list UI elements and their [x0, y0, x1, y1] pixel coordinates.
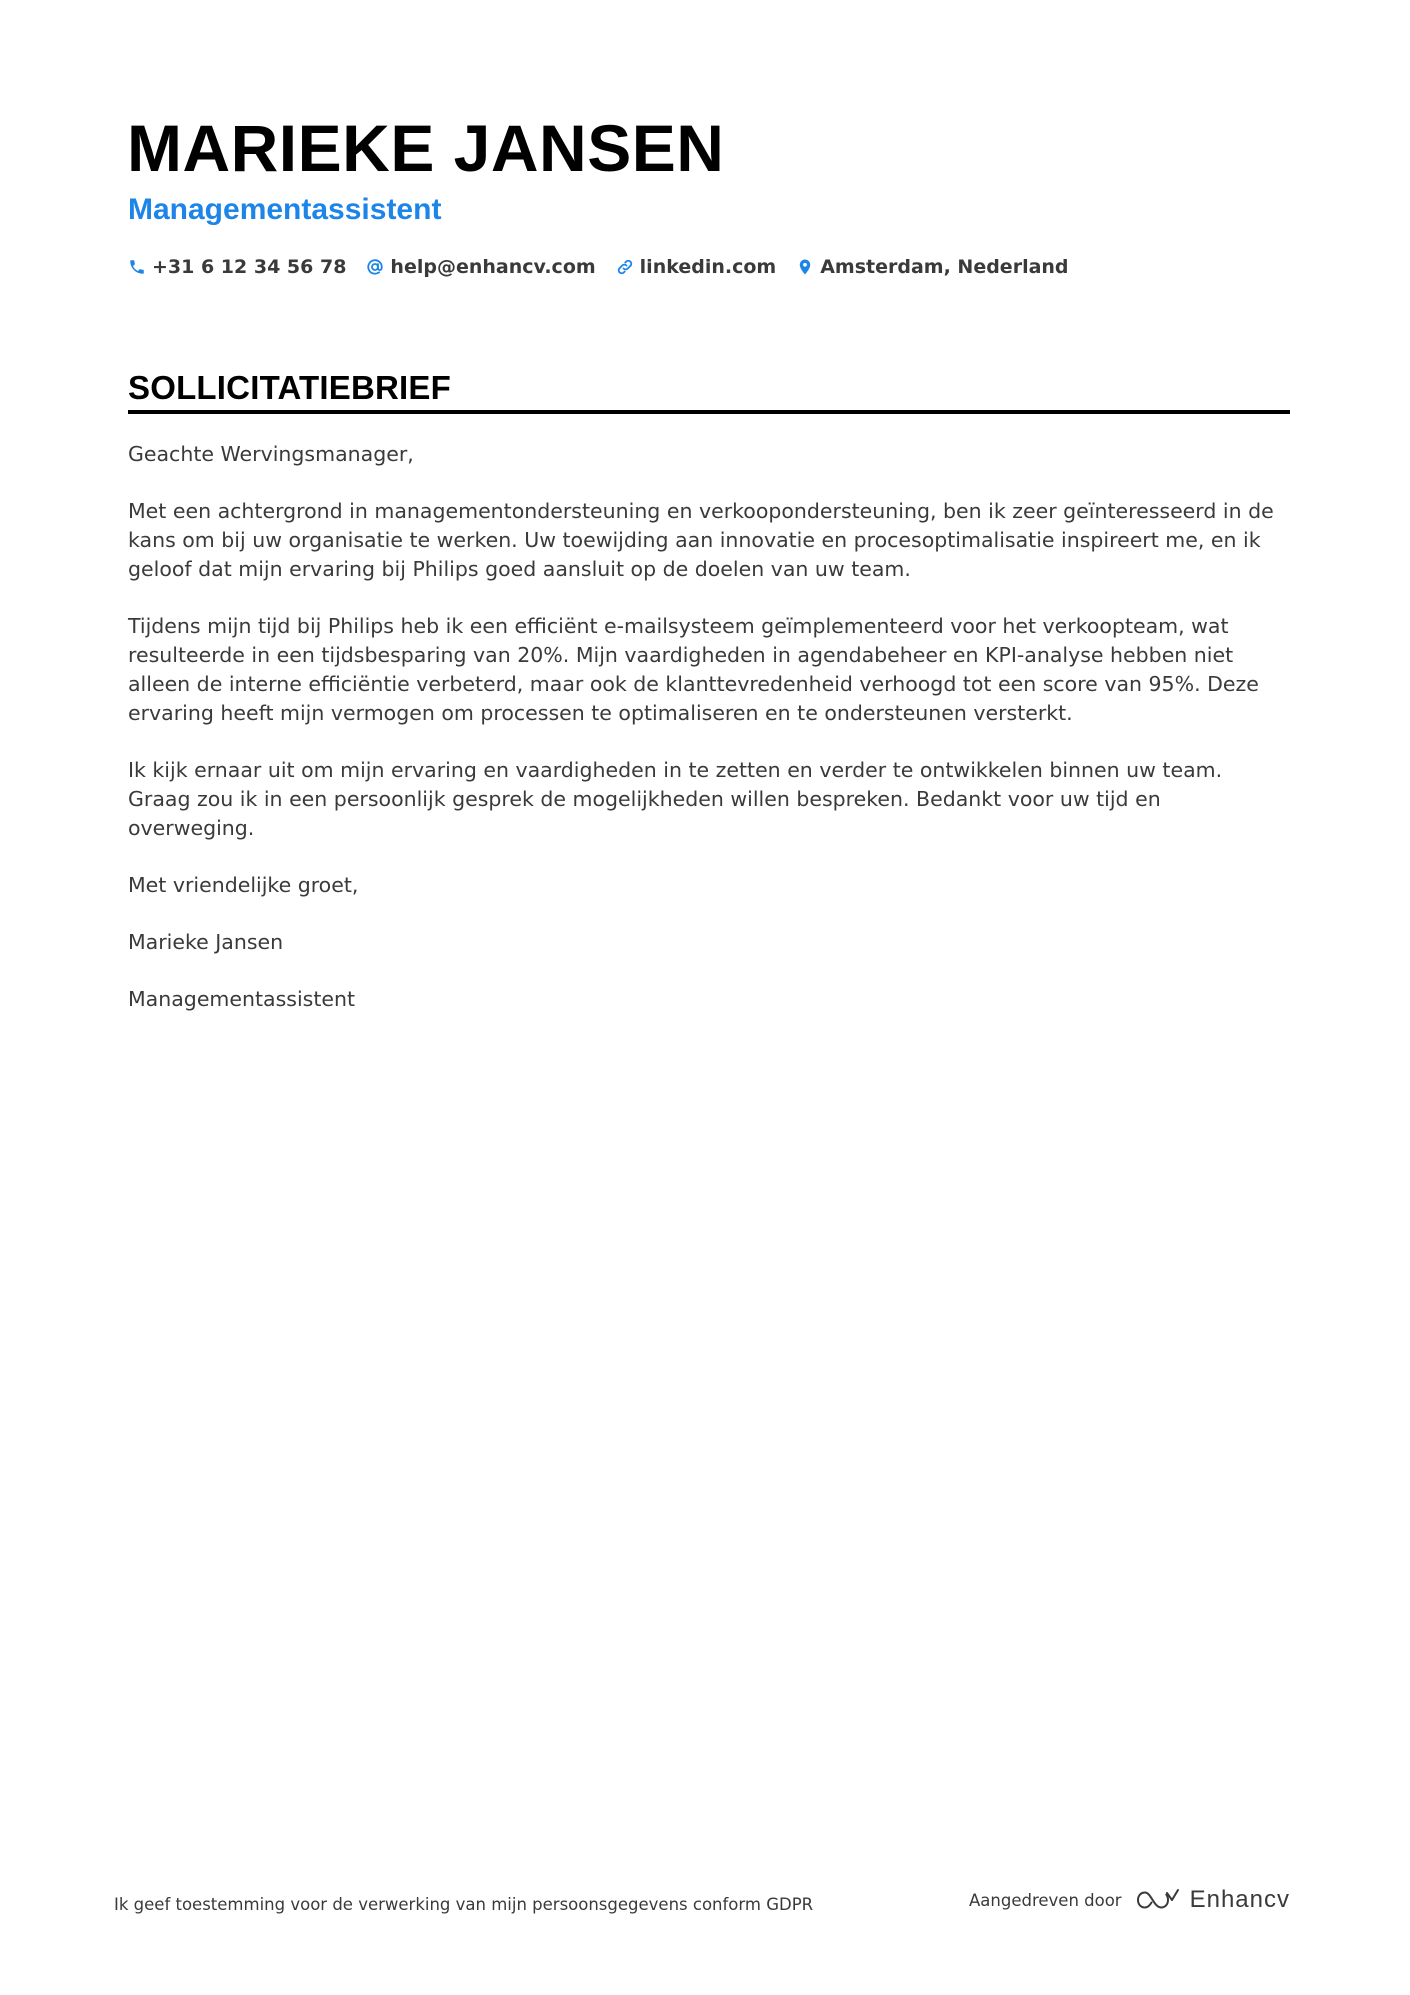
link-icon: [616, 258, 634, 276]
at-icon: [366, 258, 384, 276]
letter-paragraph: Ik kijk ernaar uit om mijn ervaring en vaardigheden in te zetten en verder te ontwikkelen binnen uw team. Graag zou ik in een persoonlijk gesprek de mogelijkheden willen bespreken. Bedankt voor uw tijd en overweging.: [128, 758, 1223, 840]
candidate-name: MARIEKE JANSEN: [127, 111, 725, 185]
location-pin-icon: [796, 258, 814, 276]
section-title: SOLLICITATIEBRIEF: [128, 369, 451, 406]
contact-bar: [128, 252, 1089, 282]
gdpr-consent: Ik geef toestemming voor de verwerking van mijn persoonsgegevens conform GDPR: [114, 1895, 814, 1914]
email-link[interactable]: help@enhancv.com: [390, 256, 596, 278]
location-text: Amsterdam, Nederland: [820, 256, 1069, 278]
signature-title: Managementassistent: [128, 987, 356, 1011]
letter-paragraph: Tijdens mijn tijd bij Philips heb ik een efficiënt e-mailsysteem geïmplementeerd voor het verkoopteam, wat resulteerde in een tijdsbesparing van 20%. Mijn vaardigheden in agendabeheer en KPI-analyse hebben niet alleen de interne efficiëntie verbeterd, maar ook de klanttevredenheid verhoogd tot een score van 95%. Deze ervaring heeft mijn vermogen om processen te optimaliseren en te ondersteunen versterkt.: [128, 614, 1259, 725]
enhancv-logo-icon: [1134, 1887, 1180, 1913]
letter-greeting: Geachte Wervingsmanager,: [128, 442, 414, 466]
powered-by-label: Aangedreven door: [969, 1890, 1122, 1910]
letter-paragraph: Met een achtergrond in managementondersteuning en verkoopondersteuning, ben ik zeer geïnteresseerd in de kans om bij uw organisatie te werken. Uw toewijding aan innovatie en procesoptimalisatie inspireert me, en ik geloof dat mijn ervaring bij Philips goed aansluit op de doelen van uw team.: [128, 499, 1274, 581]
contact-location: [796, 252, 1068, 282]
letter-body: [128, 440, 1290, 1042]
powered-by[interactable]: [969, 1886, 1290, 1914]
section-divider: [128, 410, 1290, 414]
candidate-role: Managementassistent: [128, 193, 442, 226]
enhancv-logo-text: Enhancv: [1189, 1886, 1290, 1913]
phone-icon: [128, 258, 146, 276]
contact-linkedin[interactable]: [616, 252, 777, 282]
letter-closing: Met vriendelijke groet,: [128, 873, 359, 897]
linkedin-link[interactable]: linkedin.com: [639, 256, 777, 278]
contact-email[interactable]: [366, 252, 595, 282]
phone-number: +31 6 12 34 56 78: [152, 256, 347, 278]
signature-name: Marieke Jansen: [128, 930, 284, 954]
contact-phone: [128, 252, 346, 282]
